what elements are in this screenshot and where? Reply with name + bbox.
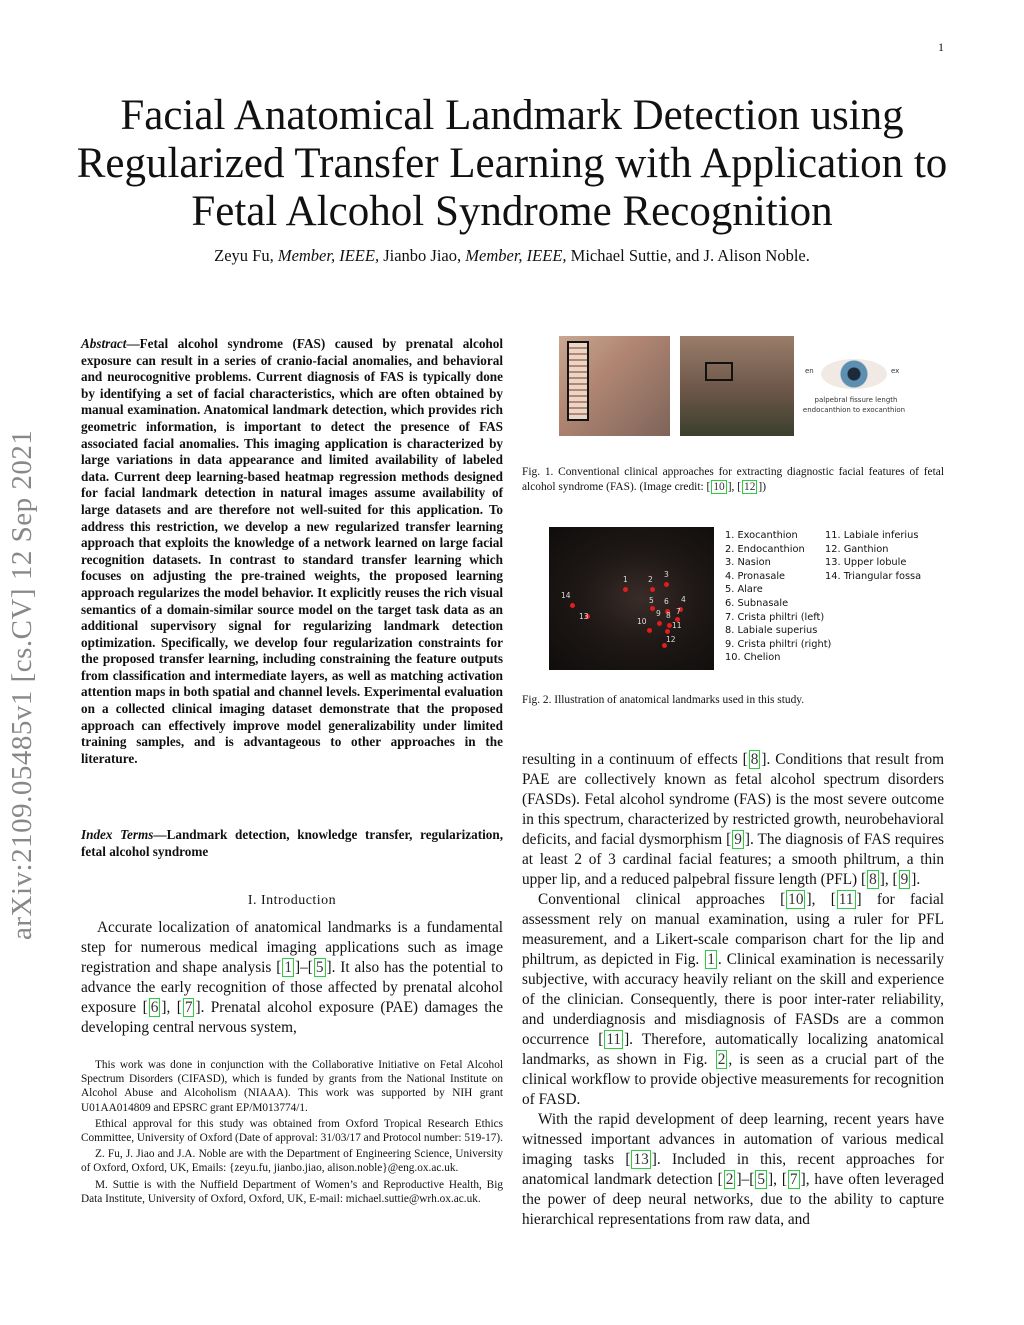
figure-link[interactable]: 2 [717, 1051, 726, 1068]
para-text: With the rapid development of deep learning, recent years have witnessed important advances in automation of various medical imaging tasks [522, 1111, 944, 1168]
author-line [60, 246, 964, 266]
para-text: , have often leveraged the power of deep neural networks, due to the ability to capture hierarchical representations from raw data, and [522, 1171, 944, 1228]
figure-1-image [559, 336, 907, 436]
eye-closeup [801, 352, 907, 422]
para-text: . The diagnosis of FAS requires at least 2 of 3 cardinal facial features; a smooth philtrum, a thin upper lip, and a reduced palpebral fissure length (PFL) [522, 831, 944, 888]
legend-entry: 7. Crista philtri (left) [725, 611, 825, 623]
para-text: , is seen as a crucial part of the clinical workflow to provide objective measurements for recognition of FASD. [522, 1051, 945, 1108]
landmark-point-label: 4 [681, 595, 686, 604]
landmark-point-label: 1 [623, 575, 628, 584]
figure-1-caption: Fig. 1. Conventional clinical approaches for extracting diagnostic facial features of fetal alcohol syndrome (FAS). (Image credit: [ 10 ], [ 12 ]) [522, 466, 944, 493]
pfl-label-2: endocanthion to exocanthion [802, 406, 906, 414]
en-label: en [805, 367, 814, 375]
eye-illustration [821, 359, 887, 389]
landmark-point-label: 2 [648, 575, 653, 584]
abstract-text: —Fetal alcohol syndrome (FAS) caused by prenatal alcohol exposure can result in a series of cranio-facial anomalies, and behavioral and neurocognitive problems. Current diagnosis of FAS is typically done by identifying a set of facial characteristics, which are often obtained by manual examination. Anatomical landmark detection, which provides rich geometric information, is important to detect the presence of FAS associated facial anomalies. This imaging application is characterized by large variations in data appearance and limited availability of labeled data. Current deep learning-based heatmap regression methods designed for facial landmark detection in natural images assume availability of large datasets and are therefore not well-suited for this application. To address this restriction, we develop a new regularized transfer learning approach that exploits the knowledge of a network learned on large facial recognition datasets. In contrast to standard transfer learning which focuses on adjusting the pre-trained weights, the proposed learning approach regularizes the model behavior. It explicitly reuses the rich visual semantics of a domain-similar source model on the target task data as an additional supervisory signal for regularizing landmark detection optimization. Specifically, we develop four regularization constraints for the proposed transfer learning, including constraining the feature outputs from classification and intermediate layers, as well as matching activation attention maps in both spatial and channel levels. Experimental evaluation on a collected clinical imaging dataset demonstrate that the proposed approach can effectively improve model generalizability under limited training samples, and is advantageous to other approaches in the literature. [81, 336, 503, 766]
landmark-point-marker [650, 606, 655, 611]
landmark-point-label: 9 [656, 609, 661, 618]
citation-link[interactable]: 8 [869, 871, 877, 888]
landmark-point-marker [665, 629, 670, 634]
para-text: for facial assessment rely on manual examination, using a ruler for PFL measurement, and a Likert-scale comparison chart for the lip and philtrum, as depicted in Fig. [522, 891, 944, 968]
citation-link[interactable]: 11 [838, 891, 854, 908]
index-terms-label: Index Terms [81, 827, 154, 842]
figure-2-image [549, 527, 714, 670]
citation-link[interactable]: 12 [744, 481, 756, 493]
legend-entry: 1. Exocanthion [725, 530, 798, 541]
eye-highlight-box [705, 362, 733, 381]
caption-text: Fig. 1. Conventional clinical approaches for extracting diagnostic facial features of fetal alcohol syndrome (FAS). (Image credit: [522, 466, 944, 493]
abstract-label: Abstract [81, 336, 127, 351]
paragraph: resulting in a continuum of effects [ 8 ]. Conditions that result from PAE are collectively known as fetal alcohol spectrum disorders (FASDs). Fetal alcohol syndrome (FAS) is the most severe outcome in this spectrum, characterized by restricted growth, neurobehavioral deficits, and facial dysmorphism [ 9 ]. The diagnosis of FAS requires at least 2 of 3 cardinal facial features; a smooth philtrum, a thin upper lip, and a reduced palpebral fissure length (PFL) [ 8 ], [ 9 ]. [522, 751, 944, 888]
landmark-legend-col1 [725, 529, 831, 665]
legend-entry: 4. Pronasale [725, 570, 786, 582]
landmark-point-label: 12 [666, 635, 676, 644]
legend-entry: 9. Crista philtri (right) [725, 638, 832, 650]
citation-link[interactable]: 13 [633, 1151, 649, 1168]
intro-text: . It also has the potential to advance the early recognition of those affected by prenatal alcohol exposure [81, 959, 503, 1016]
para-text: . Therefore, automatically localizing anatomical landmarks, as shown in Fig. [522, 1031, 945, 1068]
landmark-point-label: 7 [676, 607, 681, 616]
landmark-point-label: 14 [561, 591, 571, 600]
legend-entry: 13. Upper lobule [825, 557, 907, 569]
intro-text: Accurate localization of anatomical landmarks is a fundamental step for numerous medical imaging applications such as image registration and shape analysis [81, 919, 503, 976]
pfl-label-1: palpebral fissure length [814, 396, 898, 404]
citation-link[interactable]: 5 [757, 1171, 765, 1188]
citation-link[interactable]: 10 [788, 891, 804, 908]
landmark-point-label: 5 [649, 596, 654, 605]
landmark-point-marker [647, 628, 652, 633]
author-2: Jianbo Jiao, [383, 246, 462, 265]
para-text: , [811, 891, 831, 908]
citation-link[interactable]: 7 [789, 1171, 798, 1188]
footnote: This work was done in conjunction with the Collaborative Initiative on Fetal Alcohol Spectrum Disorders (CIFASD), which is funded by grants from the National Institute on Alcohol Abuse and Alcoholism (NIAAA). This work was supported by NIH grant U01AA014809 and EPSRC grant EP/M013774/1. [81, 1059, 503, 1114]
landmark-point-label: 6 [664, 597, 669, 606]
legend-entry: 12. Ganthion [825, 543, 889, 555]
section-heading-introduction: I. Introduction [247, 893, 337, 908]
para-text: , [884, 871, 893, 888]
abstract [81, 336, 503, 767]
landmark-point-marker [570, 603, 575, 608]
landmark-point-label: 8 [666, 611, 671, 620]
para-text: Conventional clinical approaches [538, 891, 781, 908]
para-text: . Included in this, recent approaches for anatomical landmark detection [522, 1151, 944, 1188]
legend-entry: 11. Labiale inferius [825, 530, 919, 541]
footnotes [81, 1058, 503, 1208]
footnote: Ethical approval for this study was obtained from Oxford Tropical Research Ethics Committee, University of Oxford (Date of approval: 31/03/17 and Protocol number: 519-17). [81, 1117, 503, 1145]
legend-entry: 5. Alare [725, 584, 763, 596]
legend-entry: 3. Nasion [725, 557, 771, 569]
para-text: . [916, 871, 921, 888]
footnote: M. Suttie is with the Nuffield Department of Women’s and Reproductive Health, Big Data Institute, University of Oxford, Oxford, UK, E-mail: michael.suttie@wrh.ox.ac.uk. [81, 1178, 503, 1205]
ruler-overlay [567, 341, 589, 421]
figure-link[interactable]: 1 [707, 951, 715, 968]
citation-link[interactable]: 2 [725, 1171, 734, 1188]
paragraph: With the rapid development of deep learning, recent years have witnessed important advances in automation of various medical imaging tasks [ 13 ]. Included in this, recent approaches for anatomical landmark detection [ 2 ]–[ 5 ], [ 7 ], have often leveraged the power of deep neural networks, due to the ability to capture hierarchical representations from raw data, and [522, 1111, 944, 1228]
landmark-point-marker [650, 587, 655, 592]
citation-link[interactable]: 6 [150, 999, 159, 1016]
para-text: , [773, 1171, 782, 1188]
ex-label: ex [891, 367, 900, 375]
legend-entry: 14. Triangular fossa [825, 570, 922, 582]
landmark-point-label: 11 [672, 621, 682, 630]
child-measurement-photo [680, 336, 794, 436]
citation-link[interactable]: 11 [606, 1031, 622, 1048]
landmark-legend-col2 [825, 529, 921, 583]
landmark-point-label: 13 [579, 612, 589, 621]
page-number: 1 [938, 40, 944, 54]
author-1-membership: Member, IEEE, [277, 246, 380, 265]
landmark-point-marker [623, 587, 628, 592]
legend-entry: 8. Labiale superius [725, 625, 818, 637]
legend-entry: 6. Subnasale [725, 597, 789, 609]
citation-link[interactable]: 10 [713, 481, 725, 493]
intro-text: . Prenatal alcohol exposure (PAE) damages the developing central nervous system, [81, 999, 503, 1036]
legend-entry: 10. Chelion [725, 652, 781, 664]
author-2-membership: Member, IEEE, [465, 246, 567, 265]
citation-link[interactable]: 9 [734, 831, 742, 848]
author-3: Michael Suttie, and J. Alison Noble. [570, 246, 810, 265]
citation-link[interactable]: 5 [315, 959, 324, 976]
citation-link[interactable]: 1 [284, 959, 292, 976]
caption-text: ) [762, 481, 766, 493]
landmark-point-marker [657, 621, 662, 626]
figure-2-caption: Fig. 2. Illustration of anatomical landmarks used in this study. [522, 694, 805, 706]
para-text: – [741, 1171, 750, 1188]
landmark-point-label: 3 [664, 570, 669, 579]
citation-link[interactable]: 7 [184, 999, 193, 1016]
index-terms [81, 827, 503, 860]
arxiv-stamp: arXiv:2109.05485v1 [cs.CV] 12 Sep 2021 [6, 429, 38, 940]
right-column-text [522, 750, 944, 1230]
intro-text: – [300, 959, 308, 976]
paper-title: Facial Anatomical Landmark Detection using Regularized Transfer Learning with Application to Fetal Alcohol Syndrome Recognition [76, 92, 948, 235]
legend-entry: 2. Endocanthion [725, 543, 805, 555]
author-1: Zeyu Fu, [214, 246, 274, 265]
para-text: . Conditions that result from PAE are collectively known as fetal alcohol spectrum disorders (FASDs). Fetal alcohol syndrome (FAS) is the most severe outcome in this spectrum, characterized by restricted growth, neurobehavioral deficits, and facial dysmorphism [522, 751, 944, 848]
intro-paragraph: Accurate localization of anatomical landmarks is a fundamental step for numerous medical imaging applications such as image registration and shape analysis [ 1 ]–[ 5 ]. It also has the potential to advance the early recognition of those affected by prenatal alcohol exposure [ 6 ], [ 7 ]. Prenatal alcohol exposure (PAE) damages the developing central nervous system, [81, 919, 503, 1036]
landmark-point-label: 10 [637, 617, 647, 626]
paragraph: Conventional clinical approaches [ 10 ], [ 11 ] for facial assessment rely on manual examination, using a ruler for PFL measurement, and a Likert-scale comparison chart for the lip and philtrum, as depicted in Fig. 1 . Clinical examination is necessarily subjective, with accuracy heavily reliant on the skill and experience of the clinician. Consequently, there is poor inter-rater reliability, and underdiagnosis and misdiagnosis of FASDs are a common occurrence [ 11 ]. Therefore, automatically localizing anatomical landmarks, as shown in Fig. 2 , is seen as a crucial part of the clinical workflow to provide objective measurements for recognition of FASD. [522, 891, 945, 1108]
citation-link[interactable]: 8 [750, 751, 759, 768]
caption-text: , [731, 481, 738, 493]
infant-photo [559, 336, 670, 436]
para-text: resulting in a continuum of effects [522, 751, 743, 768]
intro-text: , [166, 999, 177, 1016]
index-terms-text: —Landmark detection, knowledge transfer, regularization, fetal alcohol syndrome [81, 827, 503, 859]
para-text: . Clinical examination is necessarily subjective, with accuracy heavily reliant on the skill and experience of the clinician. Consequently, there is poor inter-rater reliability, and underdiagnosis and misdiagnosis of FASDs are a common occurrence [522, 951, 944, 1048]
footnote: Z. Fu, J. Jiao and J.A. Noble are with the Department of Engineering Science, University of Oxford, Oxford, UK, Emails: {zeyu.fu, jianbo.jiao, alison.noble}@eng.ox.ac.uk. [81, 1148, 503, 1175]
landmark-point-marker [664, 582, 669, 587]
citation-link[interactable]: 9 [900, 871, 909, 888]
